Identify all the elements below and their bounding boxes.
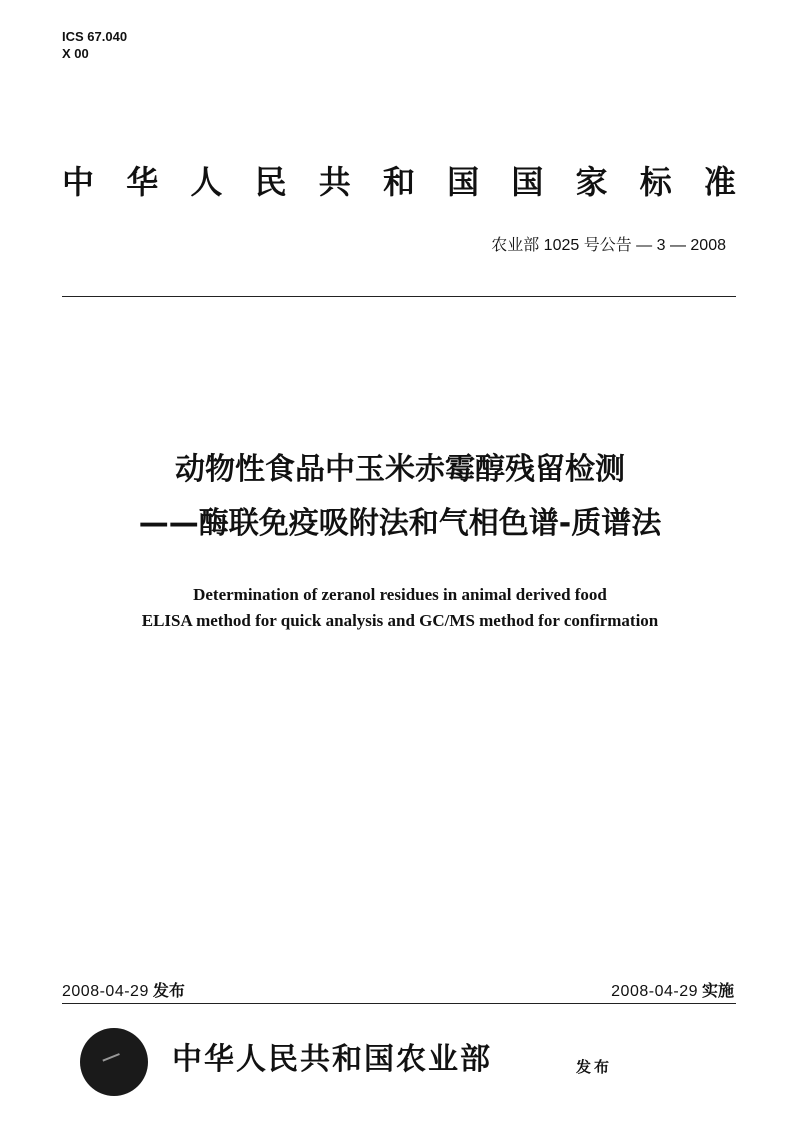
issue-label: 发布 [152, 981, 185, 1000]
bottom-divider [62, 1003, 736, 1004]
national-title-char: 准 [703, 163, 736, 201]
national-title-char: 华 [126, 163, 159, 201]
implement-label: 实施 [701, 981, 734, 1000]
ics-code: ICS 67.040 [62, 29, 128, 44]
implement-date: 2008-04-29 [611, 983, 698, 1000]
seal-mark [102, 1053, 123, 1071]
issue-date-block [62, 978, 185, 1001]
classification-codes [62, 28, 127, 62]
national-title-char: 中 [62, 163, 95, 201]
issue-date: 2008-04-29 [62, 983, 149, 1000]
english-title-line-2: ELISA method for quick analysis and GC/MS method for confirmation [141, 611, 659, 630]
national-title-char: 和 [382, 163, 415, 201]
national-standard-title [62, 160, 736, 204]
ccs-code: X 00 [62, 46, 89, 61]
ministry-seal-icon [80, 1028, 148, 1096]
standard-number: 农业部 1025 号公告 — 3 — 2008 [491, 237, 726, 254]
national-title-char: 家 [575, 163, 608, 201]
national-title-char: 共 [318, 163, 351, 201]
chinese-title-line-1: 动物性食品中玉米赤霉醇残留检测 [175, 452, 625, 487]
publisher-suffix: 发布 [576, 1058, 613, 1076]
national-title-char: 标 [639, 163, 672, 201]
national-title-char: 人 [190, 163, 223, 201]
national-title-char: 国 [511, 163, 544, 201]
top-divider [62, 296, 736, 297]
chinese-title-line-2: ——酶联免疫吸附法和气相色谱-质谱法 [138, 506, 662, 541]
national-title-char: 民 [254, 163, 287, 201]
english-title-line-1: Determination of zeranol residues in animal derived food [193, 585, 607, 604]
publisher-name: 中华人民共和国农业部 [172, 1042, 492, 1077]
implement-date-block [611, 978, 734, 1001]
national-title-char: 国 [447, 163, 480, 201]
